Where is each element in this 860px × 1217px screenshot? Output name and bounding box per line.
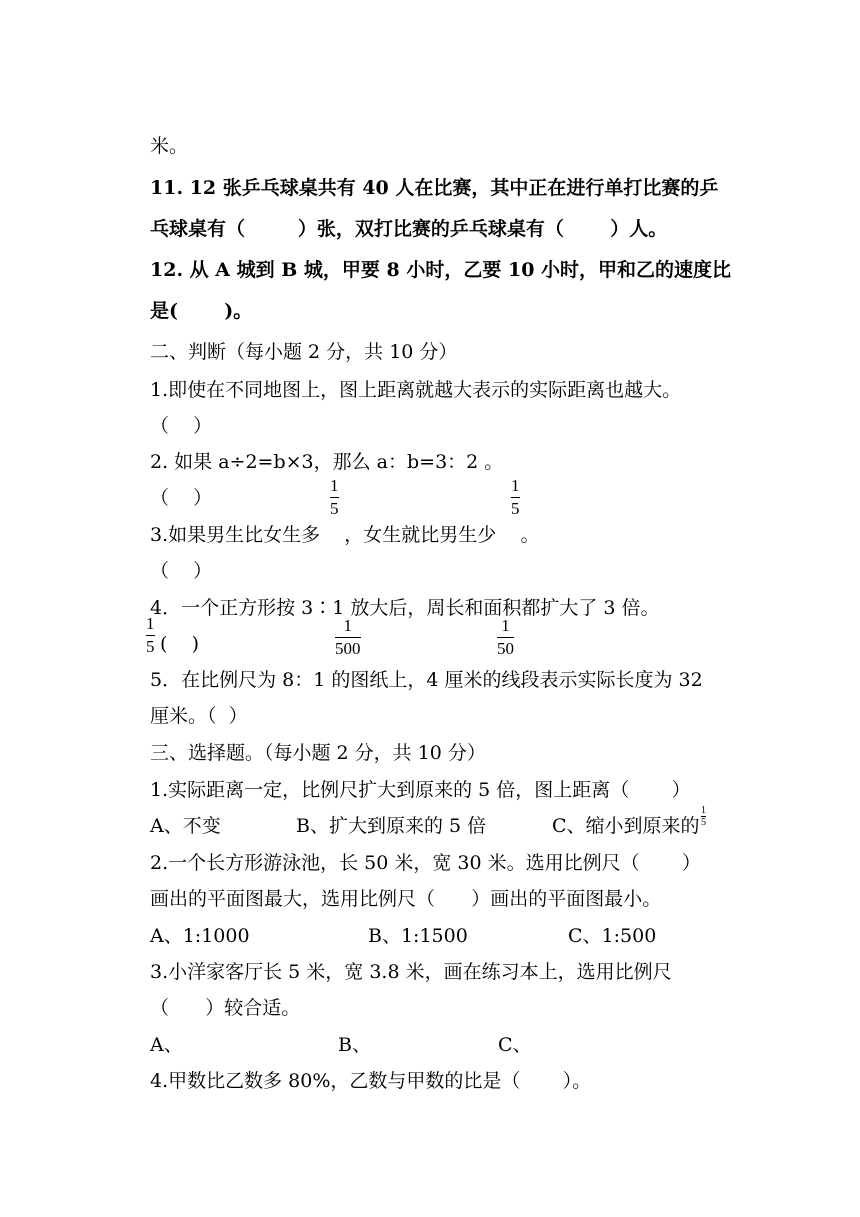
judge-q4-text: 4．一个正方形按 3∶1 放大后，周长和面积都扩大了 3 倍。: [150, 597, 660, 619]
fraction-numerator: 1: [511, 476, 520, 495]
judge-q5-line-1: 5．在比例尺为 8：1 的图纸上，4 厘米的线段表示实际长度为 32: [150, 669, 703, 691]
choice-q1-option-a: A、不变: [150, 815, 221, 837]
judge-q2-answer-blank: （ ）: [150, 487, 213, 509]
fraction-denominator: 5: [330, 499, 339, 518]
question-12-line-1: 12. 从 A 城到 B 城，甲要 8 小时，乙要 10 小时，甲和乙的速度比: [150, 259, 732, 281]
judge-q1-text: 1.即使在不同地图上，图上距离就越大表示的实际距离也越大。: [150, 379, 682, 401]
fraction-bar: [335, 637, 361, 638]
fraction-numerator: 1: [501, 616, 510, 635]
choice-q2-line-2: 画出的平面图最大，选用比例尺（ ）画出的平面图最小。: [150, 888, 662, 910]
judge-q5-line-2: 厘米。（ ）: [150, 705, 248, 727]
question-12-line-2: 是( )。: [150, 300, 253, 322]
choice-q1-option-b: B、扩大到原来的 5 倍: [296, 815, 487, 837]
fraction-one-fiftieth: [497, 616, 514, 659]
choice-q4-text: 4.甲数比乙数多 80%，乙数与甲数的比是（ ）。: [150, 1070, 592, 1092]
choice-q2-line-1: 2.一个长方形游泳池，长 50 米，宽 30 米。选用比例尺（ ）: [150, 852, 701, 874]
choice-q1-option-c: C、缩小到原来的: [552, 815, 700, 837]
fraction-denominator: 500: [335, 639, 361, 658]
fraction-denominator: 5: [701, 817, 706, 828]
choice-q2-option-c: C、1:500: [568, 925, 657, 947]
fraction-bar: [330, 497, 339, 498]
fraction-bar: [497, 637, 514, 638]
fraction-denominator: 5: [511, 499, 520, 518]
choice-q2-option-b: B、1:1500: [368, 925, 468, 947]
fraction-one-fifth: [330, 476, 339, 519]
judge-q3-text: 3.如果男生比女生多 ，女生就比男生少 。: [150, 524, 540, 546]
choice-q3-option-b: B、: [338, 1034, 371, 1056]
fraction-one-fifth: [511, 476, 520, 519]
choice-q1-text: 1.实际距离一定，比例尺扩大到原来的 5 倍，图上距离（ ）: [150, 779, 691, 801]
section-2-heading: 二、判断（每小题 2 分，共 10 分）: [150, 341, 458, 363]
section-3-heading: 三、选择题。（每小题 2 分，共 10 分）: [150, 742, 486, 764]
fraction-one-five-hundredth: [335, 616, 361, 659]
fraction-denominator: 5: [146, 637, 155, 656]
judge-q3-answer-blank: （ ）: [150, 560, 213, 582]
question-11-line-2: 乓球桌有（ ）张，双打比赛的乒乓球桌有（ ）人。: [150, 218, 668, 240]
fraction-numerator: 1: [701, 805, 706, 816]
choice-q3-line-2: （ ）较合适。: [150, 997, 301, 1019]
fraction-numerator: 1: [146, 614, 155, 633]
choice-q3-option-a: A、: [150, 1034, 183, 1056]
text-line: 米。: [150, 135, 189, 157]
judge-q2-text: 2. 如果 a÷2=b×3，那么 a：b=3：2 。: [150, 451, 504, 473]
fraction-one-fifth: [701, 805, 706, 828]
question-11-line-1: 11. 12 张乒乓球桌共有 40 人在比赛，其中正在进行单打比赛的乒: [150, 177, 719, 199]
fraction-denominator: 50: [497, 639, 514, 658]
fraction-numerator: 1: [343, 616, 352, 635]
fraction-numerator: 1: [330, 476, 339, 495]
judge-q1-answer-blank: （ ）: [150, 415, 213, 437]
fraction-bar: [511, 497, 520, 498]
judge-q4-answer-blank: ( ): [154, 633, 200, 655]
choice-q2-option-a: A、1:1000: [150, 925, 250, 947]
choice-q3-line-1: 3.小洋家客厅长 5 米，宽 3.8 米，画在练习本上，选用比例尺: [150, 961, 672, 983]
choice-q3-option-c: C、: [498, 1034, 532, 1056]
